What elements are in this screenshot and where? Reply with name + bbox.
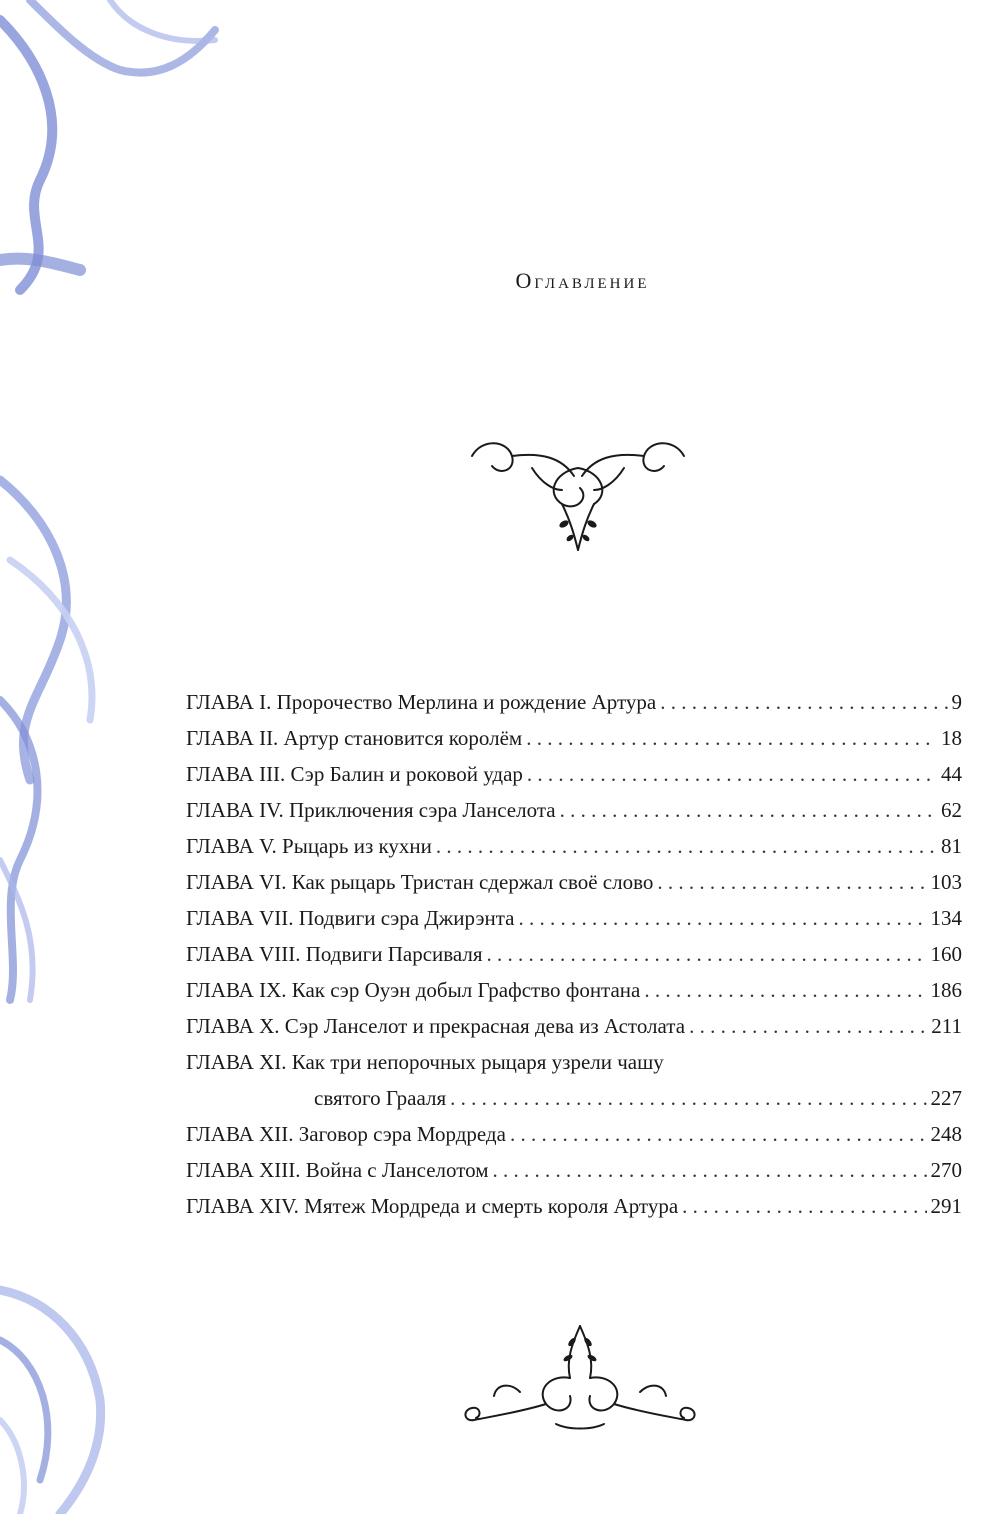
toc-entry-title: ГЛАВА I. Пророчество Мерлина и рождение Артура xyxy=(186,690,657,714)
toc-entry[interactable] xyxy=(186,792,962,828)
toc-entry-title: ГЛАВА XII. Заговор сэра Мордреда xyxy=(186,1122,506,1146)
toc-entry-title: ГЛАВА V. Рыцарь из кухни xyxy=(186,834,432,858)
toc-leader-dots xyxy=(518,900,926,936)
toc-entry[interactable] xyxy=(186,1008,962,1044)
toc-leader-dots xyxy=(689,1008,927,1044)
toc-leader-dots xyxy=(436,828,937,864)
toc-entry[interactable] xyxy=(186,1152,962,1188)
toc-entry-title: ГЛАВА XIII. Война с Ланселотом xyxy=(186,1158,489,1182)
toc-entry-continuation[interactable] xyxy=(186,1080,962,1116)
toc-entry-title: ГЛАВА VI. Как рыцарь Тристан сдержал своё слово xyxy=(186,870,654,894)
toc-entry[interactable] xyxy=(186,756,962,792)
toc-leader-dots xyxy=(450,1080,926,1116)
toc-entry[interactable] xyxy=(186,684,962,720)
toc-page-number: 18 xyxy=(941,726,962,750)
toc-leader-dots xyxy=(527,756,937,792)
toc-page-number: 103 xyxy=(930,870,962,894)
toc-entry-title: ГЛАВА VII. Подвиги сэра Джирэнта xyxy=(186,906,515,930)
toc-page-number: 62 xyxy=(941,798,962,822)
toc-entry-title: ГЛАВА III. Сэр Балин и роковой удар xyxy=(186,762,523,786)
toc-page-number: 270 xyxy=(930,1158,962,1182)
toc-leader-dots xyxy=(526,720,937,756)
toc-leader-dots xyxy=(644,972,926,1008)
toc-entry-title: ГЛАВА II. Артур становится королём xyxy=(186,726,523,750)
toc-entry-title-continuation: святого Грааля xyxy=(314,1086,447,1110)
toc-page-number: 291 xyxy=(930,1194,962,1218)
toc-page-number: 211 xyxy=(931,1014,962,1038)
toc-leader-dots xyxy=(660,684,947,720)
toc-page-number: 134 xyxy=(930,906,962,930)
toc-entry[interactable] xyxy=(186,972,962,1008)
toc-entry[interactable] xyxy=(186,1116,962,1152)
toc-entry[interactable] xyxy=(186,828,962,864)
toc-entry[interactable] xyxy=(186,936,962,972)
page-title: Оглавление xyxy=(515,268,650,293)
toc-entry-title: ГЛАВА XI. Как три непорочных рыцаря узрели чашу xyxy=(186,1050,664,1074)
toc-page-number: 81 xyxy=(941,834,962,858)
toc-entry-title: ГЛАВА XIV. Мятеж Мордреда и смерть короля Артура xyxy=(186,1194,679,1218)
toc-page-number: 186 xyxy=(930,978,962,1002)
toc-leader-dots xyxy=(510,1116,927,1152)
flourish-ornament-icon xyxy=(462,428,694,556)
toc-page-number: 248 xyxy=(930,1122,962,1146)
toc-leader-dots xyxy=(682,1188,926,1224)
toc-page-number: 227 xyxy=(930,1086,962,1110)
toc-leader-dots xyxy=(560,792,937,828)
toc-entry[interactable] xyxy=(186,900,962,936)
table-of-contents xyxy=(186,684,962,1224)
toc-leader-dots xyxy=(493,1152,927,1188)
toc-entry-title: ГЛАВА IX. Как сэр Оуэн добыл Графство фонтана xyxy=(186,978,641,1002)
toc-entry[interactable] xyxy=(186,720,962,756)
toc-entry[interactable] xyxy=(186,1044,962,1080)
toc-leader-dots xyxy=(657,864,926,900)
toc-leader-dots xyxy=(487,936,927,972)
flourish-ornament-icon xyxy=(460,1320,700,1438)
toc-entry[interactable] xyxy=(186,864,962,900)
toc-page-number: 9 xyxy=(951,690,962,714)
toc-entry-title: ГЛАВА IV. Приключения сэра Ланселота xyxy=(186,798,556,822)
toc-entry-title: ГЛАВА X. Сэр Ланселот и прекрасная дева из Астолата xyxy=(186,1014,686,1038)
toc-entry[interactable] xyxy=(186,1188,962,1224)
toc-entry-title: ГЛАВА VIII. Подвиги Парсиваля xyxy=(186,942,483,966)
toc-page-number: 160 xyxy=(930,942,962,966)
toc-page-number: 44 xyxy=(941,762,962,786)
